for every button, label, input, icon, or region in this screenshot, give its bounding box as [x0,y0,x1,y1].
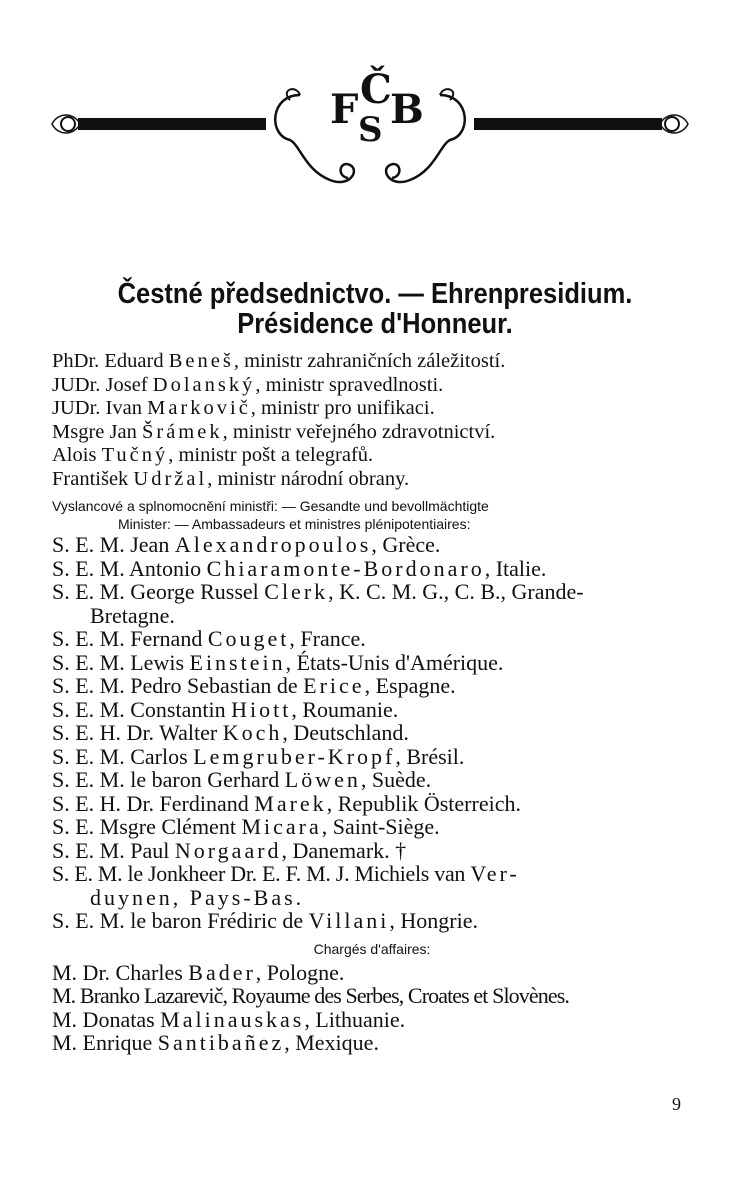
logo-letter-b: B [390,86,424,133]
envoy-entry: S. E. M. George Russel Clerk, K. C. M. G., C. B., Grande- [52,579,584,604]
envoys-heading-line-2: Minister: — Ambassadeurs et ministres plénipotentiaires: [118,516,471,532]
header-ornament [0,0,750,200]
envoy-entry: S. E. M. le baron Frédiric de Villani, Hongrie. [52,908,478,933]
envoy-entry: S. E. M. Pedro Sebastian de Erice, Espagne. [52,673,456,698]
charge-entry: M. Donatas Malinauskas, Lithuanie. [52,1006,406,1032]
page-number: 9 [672,1094,681,1114]
envoy-entry: S. E. M. Constantin Hiott, Roumanie. [52,696,399,722]
envoy-entry: S. E. H. Dr. Ferdinand Marek, Republik Österreich. [52,790,521,816]
page-title-line-1: Čestné předsednictvo. — Ehrenpresidium. [117,278,633,310]
logo-letter-f: F [330,86,359,133]
envoy-entry: S. E. M. le baron Gerhard Löwen, Suède. [52,767,432,792]
charge-entry: M. Dr. Charles Bader, Pologne. [52,959,345,985]
honorary-entry: Msgre Jan Šrámek, ministr veřejného zdravotnictví. [52,420,496,443]
envoy-entry: S. E. M. Antonio Chiaramonte-Bordonaro, Italie. [52,555,547,581]
charges-list [52,961,692,1055]
envoy-entry: S. E. M. Lewis Einstein, États-Unis d'Amérique. [52,649,504,675]
charge-entry: M. Enrique Santibañez, Mexique. [52,1030,379,1055]
envoy-list [52,533,692,933]
honorary-list [52,350,692,491]
honorary-entry: František Udržal, ministr národní obrany. [52,467,410,490]
envoy-entry: S. E. M. Fernand Couget, France. [52,626,366,651]
envoy-entry: S. E. M. Carlos Lemgruber-Kropf, Brésil. [52,743,465,769]
envoy-entry: S. E. H. Dr. Walter Koch, Deutschland. [52,720,409,745]
envoys-heading-line-1: Vyslancové a splnomocnění ministři: — Gesandte und bevollmächtigte [52,498,489,514]
honorary-entry: JUDr. Ivan Markovič, ministr pro unifikaci. [52,397,435,419]
member-list [52,350,692,1055]
honorary-entry: JUDr. Josef Dolanský, ministr spravedlnosti. [52,373,444,396]
envoy-entry: S. E. M. le Jonkheer Dr. E. F. M. J. Michiels van Ver- [52,861,520,886]
envoy-entry-continuation: duynen, Pays-Bas. [90,884,305,910]
honorary-entry: PhDr. Eduard Beneš, ministr zahraničních záležitostí. [52,350,506,372]
envoy-entry: S. E. Msgre Clément Micara, Saint-Siège. [52,814,440,839]
envoy-entry: S. E. M. Jean Alexandropoulos, Grèce. [52,532,441,557]
logo-letter-c: Č [360,66,392,113]
page-title-line-2: Présidence d'Honneur. [237,308,513,340]
honorary-entry: Alois Tučný, ministr pošt a telegrafů. [52,444,374,466]
envoy-entry: S. E. M. Paul Norgaard, Danemark. † [52,837,407,863]
charges-heading: Chargés d'affaires: [313,940,431,957]
charge-entry: M. Branko Lazarevič, Royaume des Serbes, Croates et Slovènes. [52,983,569,1008]
envoy-entry-continuation: Bretagne. [90,602,175,628]
logo-letter-s: S [358,110,383,150]
